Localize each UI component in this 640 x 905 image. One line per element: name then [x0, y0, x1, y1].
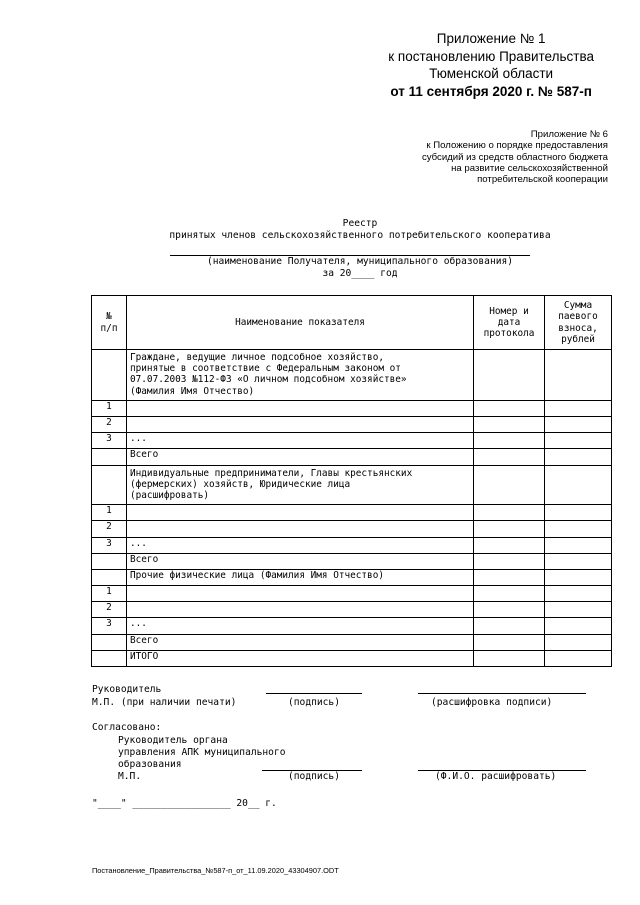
- table-row: [92, 650, 612, 666]
- row-num-cell: 1: [92, 400, 127, 416]
- row-sum-cell: [545, 416, 612, 432]
- row-protocol-cell: [474, 537, 545, 553]
- table-row: [92, 553, 612, 569]
- row-sum-cell: [545, 602, 612, 618]
- table-header-row: [92, 296, 612, 350]
- year-line: за 20____ год: [322, 268, 398, 279]
- table-row: [92, 416, 612, 432]
- row-protocol-cell: [474, 569, 545, 585]
- row-num-cell: 3: [92, 537, 127, 553]
- appendix-6-line-4: на развитие сельскохозяйственной: [451, 162, 608, 174]
- appendix-6-line-2: к Положению о порядке предоставления: [426, 140, 608, 152]
- row-sum-cell: [545, 634, 612, 650]
- row-sum-cell: [545, 618, 612, 634]
- head-decoding-line: [418, 693, 586, 694]
- row-num-cell: [92, 569, 127, 585]
- row-name-cell: ...: [127, 433, 474, 449]
- row-name-cell: [127, 416, 474, 432]
- row-name-cell: Индивидуальные предприниматели, Главы крестьянских (фермерских) хозяйств, Юридические лица (расшифровать): [127, 465, 474, 505]
- row-name-cell: [127, 602, 474, 618]
- table-row: [92, 618, 612, 634]
- row-protocol-cell: [474, 350, 545, 401]
- head-label: Руководитель: [92, 684, 162, 695]
- row-num-cell: 1: [92, 505, 127, 521]
- row-sum-cell: [545, 505, 612, 521]
- fio-caption: (Ф.И.О. расшифровать): [435, 771, 557, 782]
- appendix-1-ref: к постановлению Правительства: [388, 48, 594, 64]
- row-sum-cell: [545, 569, 612, 585]
- row-num-cell: 1: [92, 586, 127, 602]
- row-protocol-cell: [474, 465, 545, 505]
- table-row: [92, 449, 612, 465]
- row-num-cell: 2: [92, 602, 127, 618]
- table-row: [92, 537, 612, 553]
- footer-filename: Постановление_Правительства_№587-п_от_11.09.2020_43304907.ODT: [92, 866, 339, 875]
- header-num: № п/п: [92, 296, 127, 350]
- table-row: [92, 350, 612, 401]
- table-row: [92, 400, 612, 416]
- appendix-6-header: [422, 129, 608, 185]
- recipient-caption: (наименование Получателя, муниципального образования): [206, 256, 514, 267]
- row-sum-cell: [545, 537, 612, 553]
- signature-caption: (подпись): [288, 697, 340, 708]
- appendix-1-title: Приложение № 1: [436, 31, 546, 46]
- appendix-1-region: Тюменской области: [429, 66, 554, 81]
- table-row: [92, 569, 612, 585]
- row-protocol-cell: [474, 521, 545, 537]
- row-name-cell: [127, 586, 474, 602]
- row-protocol-cell: [474, 602, 545, 618]
- page-clip: [612, 290, 640, 675]
- table-body: [92, 350, 612, 667]
- registry-subtitle: принятых членов сельскохозяйственного потребительского кооператива: [169, 230, 551, 241]
- row-sum-cell: [545, 465, 612, 505]
- row-protocol-cell: [474, 553, 545, 569]
- row-num-cell: [92, 553, 127, 569]
- row-name-cell: [127, 400, 474, 416]
- agency-line-2: управления АПК муниципального: [118, 747, 286, 758]
- registry-table: [91, 295, 612, 667]
- row-protocol-cell: [474, 586, 545, 602]
- table-row: [92, 505, 612, 521]
- row-protocol-cell: [474, 618, 545, 634]
- table-row: [92, 602, 612, 618]
- head-signature-line: [266, 693, 362, 694]
- row-name-cell: [127, 521, 474, 537]
- row-sum-cell: [545, 586, 612, 602]
- row-name-cell: ...: [127, 618, 474, 634]
- row-sum-cell: [545, 433, 612, 449]
- row-name-cell: ...: [127, 537, 474, 553]
- appendix-6-line-3: субсидий из средств областного бюджета: [421, 151, 608, 163]
- agreed-label: Согласовано:: [92, 722, 162, 733]
- row-sum-cell: [545, 650, 612, 666]
- row-num-cell: [92, 634, 127, 650]
- row-protocol-cell: [474, 505, 545, 521]
- agency-line-3: образования: [118, 759, 182, 770]
- header-sum: Сумма паевого взноса, рублей: [545, 296, 612, 350]
- header-protocol: Номер и дата протокола: [474, 296, 545, 350]
- row-name-cell: Прочие физические лица (Фамилия Имя Отчество): [127, 569, 474, 585]
- row-num-cell: [92, 465, 127, 505]
- row-name-cell: Всего: [127, 553, 474, 569]
- row-protocol-cell: [474, 650, 545, 666]
- row-name-cell: Всего: [127, 634, 474, 650]
- row-num-cell: [92, 350, 127, 401]
- row-num-cell: 3: [92, 618, 127, 634]
- row-sum-cell: [545, 350, 612, 401]
- row-protocol-cell: [474, 449, 545, 465]
- row-name-cell: ИТОГО: [127, 650, 474, 666]
- agency-line-1: Руководитель органа: [118, 735, 228, 746]
- signature-caption-2: (подпись): [288, 771, 340, 782]
- row-num-cell: 2: [92, 416, 127, 432]
- row-protocol-cell: [474, 400, 545, 416]
- row-num-cell: 2: [92, 521, 127, 537]
- table-row: [92, 433, 612, 449]
- row-sum-cell: [545, 553, 612, 569]
- appendix-6-title: Приложение № 6: [530, 129, 608, 140]
- row-sum-cell: [545, 521, 612, 537]
- table-row: [92, 465, 612, 505]
- decoding-caption: (расшифровка подписи): [431, 697, 553, 708]
- table-row: [92, 634, 612, 650]
- appendix-1-header: [388, 30, 594, 100]
- seal-short: М.П.: [118, 771, 142, 782]
- row-name-cell: Граждане, ведущие личное подсобное хозяйство, принятые в соответствие с Федеральным законом от 07.07.2003 №112-ФЗ «О личном подсобном хозяйстве» (Фамилия Имя Отчество): [127, 350, 474, 401]
- row-sum-cell: [545, 449, 612, 465]
- table-row: [92, 586, 612, 602]
- table-row: [92, 521, 612, 537]
- row-num-cell: 3: [92, 433, 127, 449]
- appendix-1-date: от 11 сентября 2020 г. № 587-п: [390, 83, 592, 99]
- appendix-6-line-5: потребительской кооперации: [477, 174, 608, 186]
- row-num-cell: [92, 650, 127, 666]
- row-name-cell: [127, 505, 474, 521]
- header-name: Наименование показателя: [127, 296, 474, 350]
- seal-label: М.П. (при наличии печати): [92, 697, 237, 708]
- row-protocol-cell: [474, 416, 545, 432]
- row-sum-cell: [545, 400, 612, 416]
- date-line: "____" _________________ 20__ г.: [92, 798, 277, 809]
- row-name-cell: Всего: [127, 449, 474, 465]
- row-num-cell: [92, 449, 127, 465]
- registry-title: Реестр: [342, 218, 378, 229]
- row-protocol-cell: [474, 433, 545, 449]
- row-protocol-cell: [474, 634, 545, 650]
